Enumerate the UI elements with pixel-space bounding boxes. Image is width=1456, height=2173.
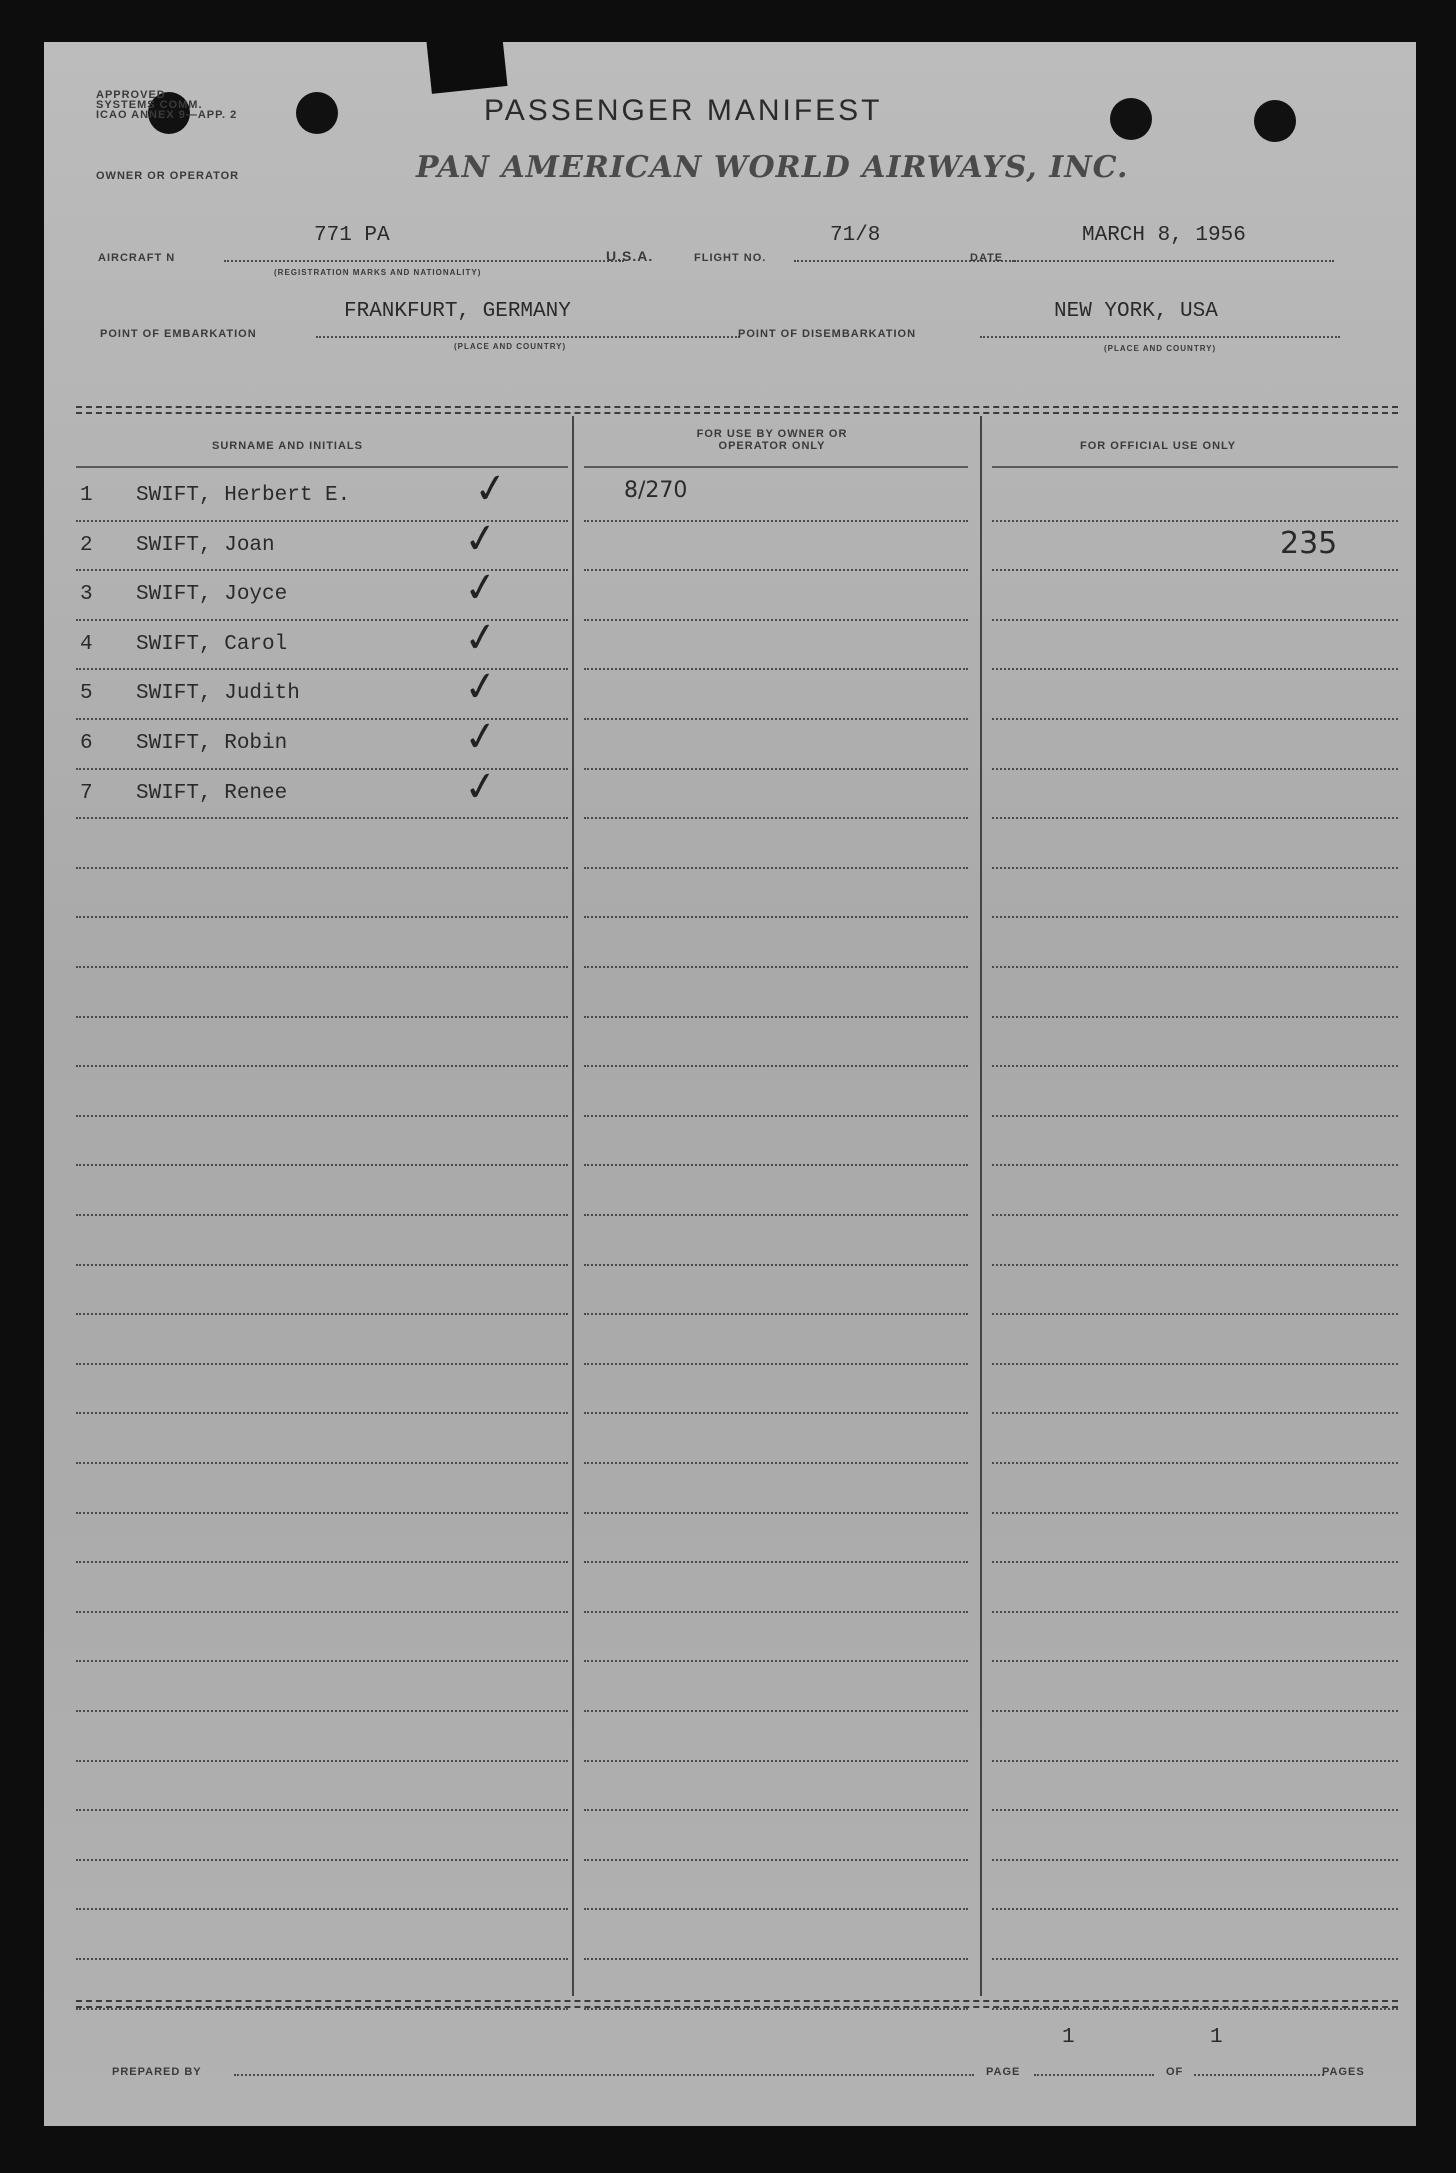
row-rule — [76, 1512, 568, 1514]
row-rule — [584, 867, 968, 869]
row-rule — [76, 1611, 568, 1613]
row-rule — [76, 1115, 568, 1117]
row-rule — [76, 817, 568, 819]
date-line — [1014, 260, 1334, 262]
prepared-by-line — [234, 2074, 974, 2076]
passenger-name: SWIFT, Joan — [136, 534, 275, 557]
row-rule — [992, 1809, 1398, 1811]
manifest-sheet — [44, 42, 1416, 2126]
row-rule — [584, 1016, 968, 1018]
header-underline — [992, 466, 1398, 468]
row-rule — [76, 1214, 568, 1216]
row-rule — [992, 1115, 1398, 1117]
date-label: DATE — [970, 252, 1004, 264]
row-rule — [584, 1412, 968, 1414]
row-rule — [76, 1660, 568, 1662]
row-rule — [992, 1264, 1398, 1266]
row-rule — [584, 718, 968, 720]
table-bottom-rule — [76, 2000, 1398, 2002]
nationality: U.S.A. — [606, 248, 654, 264]
row-rule — [992, 1214, 1398, 1216]
row-rule — [584, 1462, 968, 1464]
row-rule — [76, 916, 568, 918]
row-rule — [584, 569, 968, 571]
passenger-name: SWIFT, Joyce — [136, 583, 288, 606]
passenger-number: 4 — [80, 633, 93, 656]
row-rule — [992, 668, 1398, 670]
checkmark-icon: ✓ — [460, 661, 501, 713]
row-rule — [992, 1908, 1398, 1910]
disembarkation-value: NEW YORK, USA — [1054, 300, 1218, 323]
row-rule — [584, 817, 968, 819]
flight-label: FLIGHT NO. — [694, 252, 767, 264]
of-value: 1 — [1210, 2026, 1223, 2049]
disembarkation-sublabel: (PLACE AND COUNTRY) — [1104, 344, 1217, 353]
row-rule — [76, 2008, 568, 2010]
row-rule — [992, 1512, 1398, 1514]
row-rule — [76, 1760, 568, 1762]
passenger-number: 7 — [80, 782, 93, 805]
row-rule — [76, 1462, 568, 1464]
header-owner-use: FOR USE BY OWNER OR OPERATOR ONLY — [696, 428, 848, 452]
header-official-use: FOR OFFICIAL USE ONLY — [1080, 440, 1237, 452]
row-rule — [992, 520, 1398, 522]
row-rule — [992, 1760, 1398, 1762]
aircraft-label: AIRCRAFT N — [98, 252, 176, 264]
row-rule — [992, 966, 1398, 968]
table-bottom-rule — [76, 2006, 1398, 2008]
passenger-number: 6 — [80, 732, 93, 755]
approval-line: APPROVED — [96, 89, 166, 101]
approval-line: ICAO ANNEX 9—APP. 2 — [96, 109, 238, 121]
row-rule — [584, 916, 968, 918]
passenger-name: SWIFT, Carol — [136, 633, 288, 656]
row-rule — [584, 1313, 968, 1315]
page-title: PASSENGER MANIFEST — [484, 94, 883, 127]
row-rule — [76, 1710, 568, 1712]
row-rule — [584, 668, 968, 670]
embarkation-line — [316, 336, 740, 338]
row-rule — [584, 619, 968, 621]
operator-name: PAN AMERICAN WORLD AIRWAYS, INC. — [416, 150, 1129, 185]
passenger-number: 3 — [80, 583, 93, 606]
row-rule — [76, 1958, 568, 1960]
date-value: MARCH 8, 1956 — [1082, 224, 1246, 247]
row-rule — [992, 2008, 1398, 2010]
row-rule — [76, 1908, 568, 1910]
row-rule — [992, 1363, 1398, 1365]
pages-label: PAGES — [1322, 2066, 1365, 2078]
row-rule — [584, 1164, 968, 1166]
row-rule — [76, 1412, 568, 1414]
prepared-by-label: PREPARED BY — [112, 2066, 202, 2078]
embarkation-value: FRANKFURT, GERMANY — [344, 300, 571, 323]
flight-value: 71/8 — [830, 224, 881, 247]
row-rule — [584, 1859, 968, 1861]
passenger-number: 1 — [80, 484, 93, 507]
row-rule — [992, 569, 1398, 571]
punch-hole — [1110, 98, 1152, 140]
row-rule — [584, 1908, 968, 1910]
row-rule — [584, 520, 968, 522]
row-rule — [76, 1313, 568, 1315]
row-rule — [584, 1809, 968, 1811]
page-value: 1 — [1062, 2026, 1075, 2049]
passenger-name: SWIFT, Robin — [136, 732, 288, 755]
row-rule — [584, 966, 968, 968]
row-rule — [992, 916, 1398, 918]
approval-stamp — [96, 90, 296, 120]
row-rule — [584, 768, 968, 770]
row-rule — [76, 1264, 568, 1266]
column-divider — [572, 416, 574, 1996]
aircraft-line — [224, 260, 624, 262]
checkmark-icon: ✓ — [460, 562, 501, 614]
row-rule — [584, 1561, 968, 1563]
punch-hole — [1254, 100, 1296, 142]
owner-note: 8/270 — [624, 478, 688, 503]
row-rule — [76, 966, 568, 968]
page-line — [1034, 2074, 1154, 2076]
row-rule — [76, 867, 568, 869]
row-rule — [584, 2008, 968, 2010]
row-rule — [76, 1561, 568, 1563]
owner-label: OWNER OR OPERATOR — [96, 170, 240, 182]
row-rule — [992, 1412, 1398, 1414]
table-top-rule — [76, 406, 1398, 408]
embarkation-label: POINT OF EMBARKATION — [100, 328, 257, 340]
row-rule — [76, 1363, 568, 1365]
header-underline — [584, 466, 968, 468]
row-rule — [992, 1462, 1398, 1464]
row-rule — [584, 1760, 968, 1762]
row-rule — [992, 1065, 1398, 1067]
disembarkation-line — [980, 336, 1340, 338]
passenger-name: SWIFT, Judith — [136, 682, 300, 705]
row-rule — [584, 1512, 968, 1514]
row-rule — [76, 1859, 568, 1861]
row-rule — [992, 867, 1398, 869]
row-rule — [76, 1065, 568, 1067]
row-rule — [992, 718, 1398, 720]
checkmark-icon: ✓ — [460, 612, 501, 664]
row-rule — [992, 1164, 1398, 1166]
row-rule — [992, 1958, 1398, 1960]
official-note: 235 — [1280, 526, 1338, 561]
passenger-name: SWIFT, Renee — [136, 782, 288, 805]
row-rule — [992, 817, 1398, 819]
row-rule — [992, 1710, 1398, 1712]
checkmark-icon: ✓ — [460, 761, 501, 813]
table-top-rule — [76, 412, 1398, 414]
checkmark-icon: ✓ — [460, 711, 501, 763]
row-rule — [584, 1065, 968, 1067]
passenger-number: 5 — [80, 682, 93, 705]
row-rule — [992, 1561, 1398, 1563]
passenger-number: 2 — [80, 534, 93, 557]
passenger-name: SWIFT, Herbert E. — [136, 484, 351, 507]
row-rule — [992, 1660, 1398, 1662]
torn-corner — [426, 42, 507, 94]
row-rule — [76, 1164, 568, 1166]
of-line — [1194, 2074, 1324, 2076]
row-rule — [584, 1660, 968, 1662]
row-rule — [584, 1115, 968, 1117]
page-label: PAGE — [986, 2066, 1021, 2078]
row-rule — [992, 1313, 1398, 1315]
header-surname: SURNAME AND INITIALS — [212, 440, 363, 452]
row-rule — [992, 768, 1398, 770]
checkmark-icon: ✓ — [460, 513, 501, 565]
checkmark-icon: ✓ — [470, 463, 511, 515]
row-rule — [584, 1958, 968, 1960]
row-rule — [584, 1611, 968, 1613]
row-rule — [992, 1859, 1398, 1861]
disembarkation-label: POINT OF DISEMBARKATION — [738, 328, 917, 340]
row-rule — [992, 619, 1398, 621]
punch-hole — [296, 92, 338, 134]
row-rule — [76, 1809, 568, 1811]
of-label: OF — [1166, 2066, 1184, 2078]
aircraft-sublabel: (REGISTRATION MARKS AND NATIONALITY) — [274, 268, 482, 277]
aircraft-value: 771 PA — [314, 224, 390, 247]
row-rule — [76, 1016, 568, 1018]
row-rule — [992, 1611, 1398, 1613]
row-rule — [584, 1710, 968, 1712]
row-rule — [584, 1264, 968, 1266]
row-rule — [992, 1016, 1398, 1018]
embarkation-sublabel: (PLACE AND COUNTRY) — [454, 342, 567, 351]
column-divider — [980, 416, 982, 1996]
row-rule — [584, 1214, 968, 1216]
approval-line: SYSTEMS COMM. — [96, 99, 203, 111]
row-rule — [584, 1363, 968, 1365]
